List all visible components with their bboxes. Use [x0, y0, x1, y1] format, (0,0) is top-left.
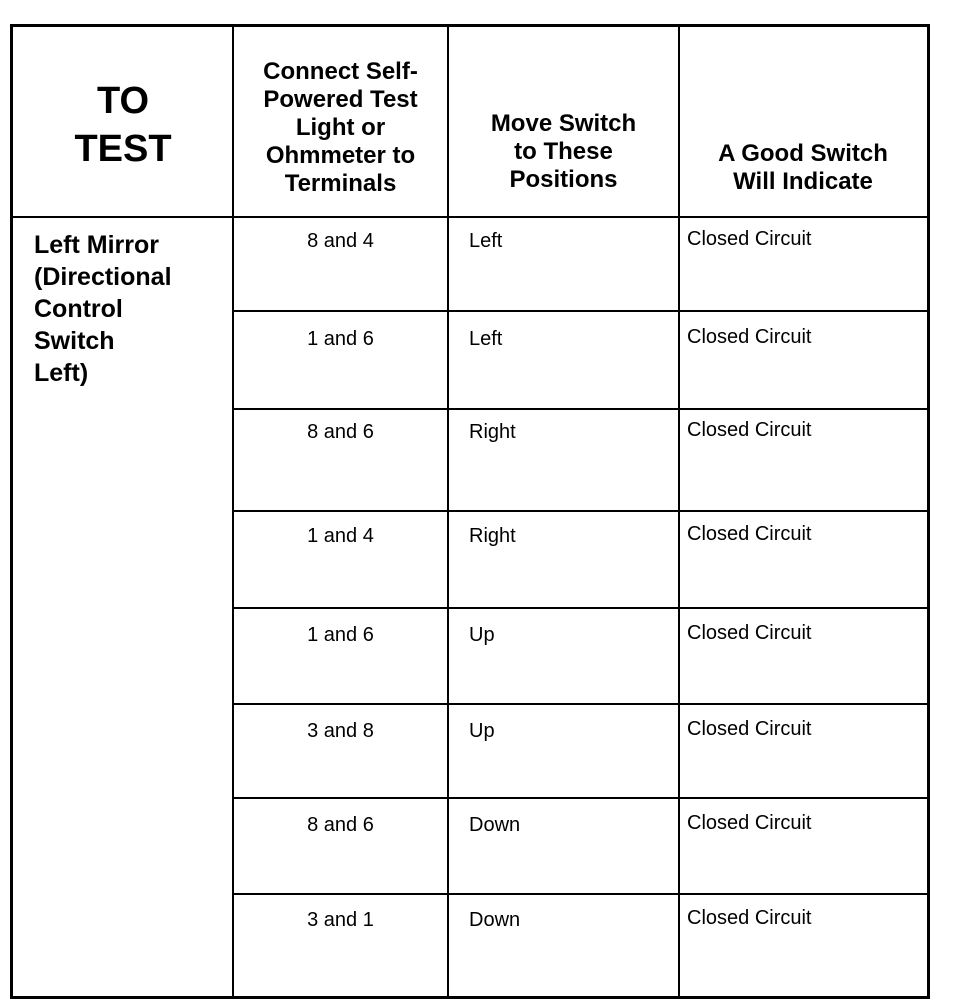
header-move-switch: Move Switch to These Positions — [490, 110, 637, 193]
terminals-cell: 8 and 4 — [307, 230, 374, 252]
test-subject: Left Mirror (Directional Control Switch Left) — [34, 231, 172, 387]
result-cell: Closed Circuit — [687, 419, 812, 441]
result-cell: Closed Circuit — [687, 326, 812, 348]
result-cell: Closed Circuit — [687, 523, 812, 545]
header-divider — [12, 216, 928, 218]
header-good-switch: A Good Switch Will Indicate — [718, 140, 888, 195]
row-divider — [233, 703, 928, 705]
terminals-cell: 8 and 6 — [307, 421, 374, 443]
result-cell: Closed Circuit — [687, 812, 812, 834]
row-divider — [233, 510, 928, 512]
terminals-cell: 1 and 6 — [307, 328, 374, 350]
result-cell: Closed Circuit — [687, 907, 812, 929]
row-divider — [233, 797, 928, 799]
terminals-cell: 1 and 6 — [307, 624, 374, 646]
position-cell: Down — [469, 814, 521, 836]
row-divider — [233, 310, 928, 312]
terminals-cell: 3 and 8 — [307, 720, 374, 742]
terminals-cell: 8 and 6 — [307, 814, 374, 836]
position-cell: Right — [469, 421, 516, 443]
row-divider — [233, 408, 928, 410]
header-to-test: TO TEST — [74, 80, 172, 170]
position-cell: Left — [469, 328, 503, 350]
header-connect-terminals: Connect Self- Powered Test Light or Ohmmeter to Terminals — [263, 58, 418, 197]
position-cell: Left — [469, 230, 503, 252]
row-divider — [233, 607, 928, 609]
terminals-cell: 3 and 1 — [307, 909, 374, 931]
result-cell: Closed Circuit — [687, 622, 812, 644]
position-cell: Down — [469, 909, 521, 931]
row-divider — [233, 893, 928, 895]
result-cell: Closed Circuit — [687, 718, 812, 740]
position-cell: Right — [469, 525, 516, 547]
position-cell: Up — [469, 720, 495, 742]
terminals-cell: 1 and 4 — [307, 525, 374, 547]
position-cell: Up — [469, 624, 495, 646]
result-cell: Closed Circuit — [687, 228, 812, 250]
